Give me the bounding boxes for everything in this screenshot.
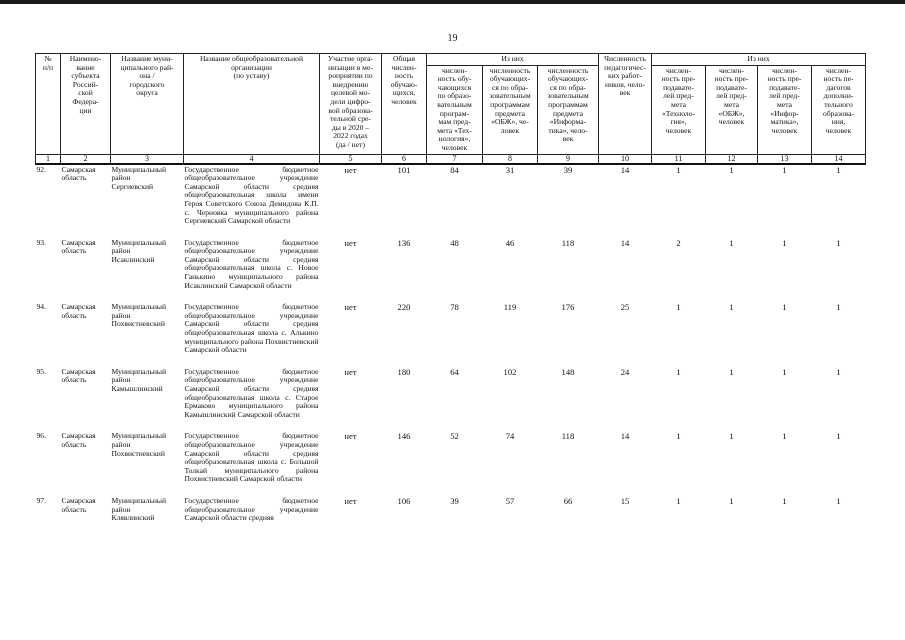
row-index: 93.	[36, 237, 46, 247]
row-students-informatics: 66	[563, 495, 573, 506]
table-row	[36, 496, 866, 523]
row-teachers-technology: 1	[676, 495, 681, 506]
row-students-technology: 52	[450, 431, 459, 442]
row-district: Муниципальный район Похвистневский	[111, 302, 167, 329]
row-teachers-obzh: 1	[729, 302, 734, 313]
row-spacer-cell	[36, 226, 866, 238]
column-number: 10	[599, 154, 652, 164]
column-number: 2	[61, 154, 111, 164]
row-spacer-cell	[36, 355, 866, 367]
table-row	[36, 302, 866, 355]
row-teachers-obzh: 1	[729, 164, 734, 175]
row-students-informatics: 176	[561, 302, 575, 313]
column-number: 13	[758, 154, 812, 164]
row-teachers: 14	[620, 237, 630, 248]
column-numbers-row	[36, 154, 866, 164]
table-row	[36, 367, 866, 420]
row-students-technology: 48	[450, 237, 459, 248]
column-number: 3	[111, 154, 184, 164]
top-edge-bar	[0, 0, 905, 4]
row-teachers-obzh: 1	[729, 237, 734, 248]
row-organization: Государственное бюджетное общеобразовательное учреждение Самарской области средняя	[184, 495, 319, 523]
header-teachers-obzh: числен- ность пре- подавате- лей пред- мета «ОБЖ», человек	[706, 65, 758, 154]
header-teachers-informatics: числен- ность пре- подавате- лей пред- мета «Инфор- матика», человек	[758, 65, 812, 154]
row-spacer	[36, 484, 866, 496]
header-index: № п/п	[36, 54, 61, 155]
row-index: 94.	[36, 302, 46, 312]
row-teachers-obzh: 1	[729, 431, 734, 442]
row-total-students: 101	[397, 164, 411, 175]
row-region: Самарская область	[61, 237, 96, 256]
row-district: Муниципальный район Сергиевский	[111, 164, 167, 191]
row-region: Самарская область	[61, 366, 96, 385]
schools-table	[35, 53, 866, 523]
row-participation: нет	[344, 431, 357, 442]
row-region: Самарская область	[61, 431, 96, 449]
row-participation: нет	[344, 302, 357, 313]
row-teachers-obzh: 1	[729, 366, 734, 377]
row-total-students: 220	[397, 302, 411, 313]
row-teachers: 14	[620, 431, 630, 442]
table-header	[36, 54, 866, 164]
header-teachers-group: Из них	[652, 54, 866, 66]
header-teachers-technology: числен- ность пре- подавате- лей пред- мета «Техноло- гия», человек	[652, 65, 706, 154]
header-students-technology: числен- ность обу- чающихся по образо- вательным програм- мам пред- мета «Тех- нология», человек	[427, 65, 483, 154]
header-total-students: Общая числен- ность обучаю- щихся, человек	[382, 54, 427, 155]
page-number: 19	[447, 33, 458, 44]
row-teachers: 14	[620, 164, 630, 175]
row-students-informatics: 39	[563, 164, 573, 175]
header-teachers: Численность педагогичес- ких работ- ников, чело- век	[599, 54, 652, 155]
row-teachers-technology: 2	[676, 237, 681, 248]
header-organization: Название общеобразовательной организации (по уставу)	[184, 54, 320, 155]
row-teachers-informatics: 1	[782, 495, 787, 506]
column-number: 5	[320, 154, 382, 164]
row-total-students: 146	[397, 431, 411, 442]
row-district: Муниципальный район Клявлинский	[111, 495, 167, 523]
row-students-informatics: 118	[561, 431, 575, 442]
header-students-informatics: численность обучающих- ся по обра- зовательным программам предмета «Информа- тика», чело- век	[538, 65, 599, 154]
row-teachers: 25	[620, 302, 630, 313]
row-region: Самарская область	[61, 164, 96, 183]
header-participation: Участие орга- низации в ме- роприятии по внедрению целевой мо- дели цифро- вой образова- тельной сре- ды в 2020 – 2022 годах (да / нет)	[320, 54, 382, 155]
row-district: Муниципальный район Исаклинский	[111, 237, 167, 264]
row-spacer	[36, 226, 866, 238]
row-teachers: 15	[620, 495, 630, 506]
row-total-students: 180	[397, 366, 411, 377]
row-spacer	[36, 355, 866, 367]
row-total-students: 106	[397, 495, 411, 506]
row-teachers-informatics: 1	[782, 237, 787, 248]
row-spacer	[36, 290, 866, 302]
row-spacer	[36, 419, 866, 431]
row-participation: нет	[344, 164, 357, 175]
row-total-students: 136	[397, 237, 411, 248]
row-teachers-technology: 1	[676, 302, 681, 313]
row-students-obzh: 57	[505, 495, 515, 506]
header-students-obzh: численность обучающих- ся по обра- зовательным программам предмета «ОБЖ», че- ловек	[483, 65, 538, 154]
row-organization: Государственное бюджетное общеобразовательное учреждение Самарской области средняя общеобразовательная школа имени Героя Советского Союза Демидова К.П. с. Черновка муниципального района Сергиевский Самарской области	[184, 164, 319, 226]
row-teachers-technology: 1	[676, 431, 681, 442]
table-row	[36, 431, 866, 484]
row-teachers: 24	[620, 366, 630, 377]
row-spacer-cell	[36, 290, 866, 302]
table-body	[36, 164, 866, 523]
row-additional-educators: 1	[836, 431, 841, 442]
column-number: 11	[652, 154, 706, 164]
row-region: Самарская область	[61, 302, 96, 320]
row-students-obzh: 102	[503, 366, 517, 377]
row-students-technology: 78	[450, 302, 459, 313]
row-students-obzh: 31	[505, 164, 515, 175]
row-index: 97.	[36, 495, 46, 505]
column-number: 8	[483, 154, 538, 164]
row-participation: нет	[344, 237, 357, 248]
row-teachers-informatics: 1	[782, 302, 787, 313]
row-additional-educators: 1	[836, 237, 841, 248]
row-additional-educators: 1	[836, 164, 841, 175]
header-district: Название муни- ципального рай- она / городского округа	[111, 54, 184, 155]
column-number: 6	[382, 154, 427, 164]
table-row	[36, 164, 866, 226]
row-students-obzh: 119	[503, 302, 517, 313]
row-district: Муниципальный район Камышлинский	[111, 366, 167, 393]
row-teachers-technology: 1	[676, 366, 681, 377]
column-number: 7	[427, 154, 483, 164]
row-index: 92.	[36, 164, 46, 174]
row-organization: Государственное бюджетное общеобразовательное учреждение Самарской области средняя общеобразовательная школа с. Старое Ермаково муниципального района Камышлинский Самарской области	[184, 366, 319, 419]
row-teachers-obzh: 1	[729, 495, 734, 506]
row-index: 96.	[36, 431, 46, 441]
row-organization: Государственное бюджетное общеобразовательное учреждение Самарской области средняя общеобразовательная школа с. Новое Ганькино муниципального района Исаклинский Самарской области	[184, 237, 319, 290]
header-additional-educators: числен- ность пе- дагогов дополни- тельного образова- ния, человек	[812, 65, 866, 154]
row-students-technology: 84	[450, 164, 459, 175]
row-students-informatics: 148	[561, 366, 575, 377]
column-number: 14	[812, 154, 866, 164]
row-participation: нет	[344, 495, 357, 506]
row-participation: нет	[344, 366, 357, 377]
column-number: 1	[36, 154, 61, 164]
row-additional-educators: 1	[836, 495, 841, 506]
row-organization: Государственное бюджетное общеобразовательное учреждение Самарской области средняя общеобразовательная школа с. Алькино муниципального района Похвистневский Самарской области	[184, 302, 319, 355]
row-organization: Государственное бюджетное общеобразовательное учреждение Самарской области средняя общеобразовательная школа с. Большой Толкай муниципального района Похвистневский Самарской области	[184, 431, 319, 484]
row-students-technology: 64	[450, 366, 459, 377]
row-teachers-informatics: 1	[782, 431, 787, 442]
row-spacer-cell	[36, 419, 866, 431]
row-additional-educators: 1	[836, 366, 841, 377]
row-region: Самарская область	[61, 495, 96, 514]
row-students-informatics: 118	[561, 237, 575, 248]
row-additional-educators: 1	[836, 302, 841, 313]
row-students-obzh: 74	[505, 431, 515, 442]
row-spacer-cell	[36, 484, 866, 496]
row-teachers-technology: 1	[676, 164, 681, 175]
row-students-obzh: 46	[505, 237, 515, 248]
column-number: 4	[184, 154, 320, 164]
column-number: 9	[538, 154, 599, 164]
header-students-group: Из них	[427, 54, 599, 66]
table-row	[36, 238, 866, 291]
row-teachers-informatics: 1	[782, 366, 787, 377]
row-teachers-informatics: 1	[782, 164, 787, 175]
row-district: Муниципальный район Похвистневский	[111, 431, 167, 458]
column-number: 12	[706, 154, 758, 164]
header-region: Наимено- вание субъекта Россий- ской Федера- ции	[61, 54, 111, 155]
row-index: 95.	[36, 366, 46, 376]
row-students-technology: 39	[450, 495, 459, 506]
